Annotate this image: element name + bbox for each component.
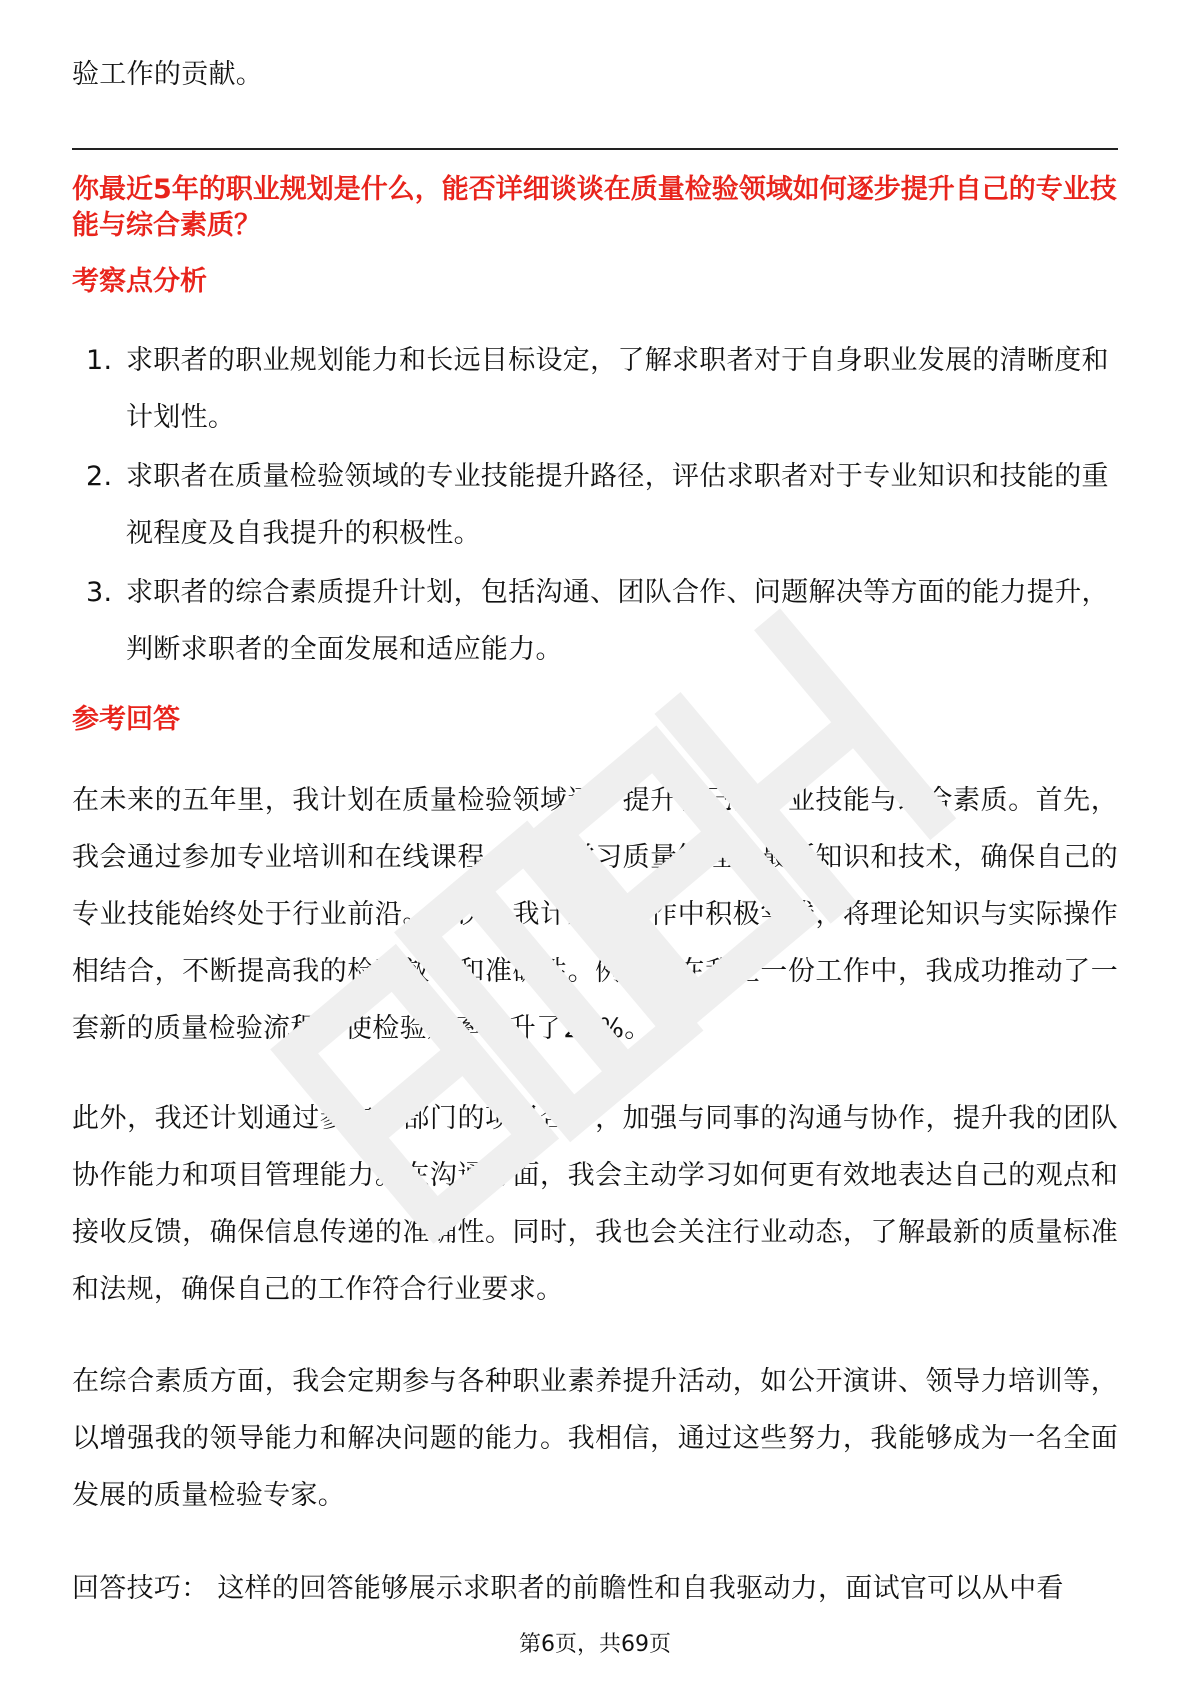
intro-text: 验工作的贡献。 bbox=[72, 59, 264, 90]
analysis-heading: 考察点分析 bbox=[72, 266, 207, 297]
list-item bbox=[72, 332, 1118, 446]
question-title: 你最近5年的职业规划是什么，能否详细谈谈在质量检验领域如何逐步提升自己的专业技能与综合素质？ bbox=[72, 174, 1117, 241]
list-item-number: 1. bbox=[86, 345, 113, 376]
list-item-text: 求职者的职业规划能力和长远目标设定，了解求职者对于自身职业发展的清晰度和计划性。 bbox=[126, 345, 1109, 433]
answer-paragraph: 在综合素质方面，我会定期参与各种职业素养提升活动，如公开演讲、领导力培训等，以增强我的领导能力和解决问题的能力。我相信，通过这些努力，我能够成为一名全面发展的质量检验专家。 bbox=[72, 1366, 1118, 1511]
list-item bbox=[72, 564, 1118, 678]
analysis-list bbox=[72, 332, 1118, 680]
list-item-text: 求职者的综合素质提升计划，包括沟通、团队合作、问题解决等方面的能力提升，判断求职者的全面发展和适应能力。 bbox=[126, 577, 1109, 665]
list-item-number: 2. bbox=[86, 461, 113, 492]
answer-tip: 回答技巧： 这样的回答能够展示求职者的前瞻性和自我驱动力，面试官可以从中看 bbox=[72, 1573, 1064, 1604]
list-item-text: 求职者在质量检验领域的专业技能提升路径，评估求职者对于专业知识和技能的重视程度及自我提升的积极性。 bbox=[126, 461, 1109, 549]
page-footer: 第6页，共69页 bbox=[519, 1632, 671, 1657]
answer-paragraph: 在未来的五年里，我计划在质量检验领域逐步提升自己的专业技能与综合素质。首先，我会通过参加专业培训和在线课程，深入学习质量管理的最新知识和技术，确保自己的专业技能始终处于行业前沿。其次，我计划在工作中积极实践，将理论知识与实际操作相结合，不断提高我的检验效率和准确性。例如，在我上一份工作中，我成功推动了一套新的质量检验流程，使检验效率提升了20%。 bbox=[72, 785, 1118, 1044]
section-divider bbox=[72, 148, 1118, 150]
list-item bbox=[72, 448, 1118, 562]
answer-paragraph: 此外，我还计划通过参与跨部门的项目合作，加强与同事的沟通与协作，提升我的团队协作能力和项目管理能力。在沟通方面，我会主动学习如何更有效地表达自己的观点和接收反馈，确保信息传递的准确性。同时，我也会关注行业动态，了解最新的质量标准和法规，确保自己的工作符合行业要求。 bbox=[72, 1103, 1118, 1305]
answer-heading: 参考回答 bbox=[72, 704, 180, 735]
list-item-number: 3. bbox=[86, 577, 113, 608]
